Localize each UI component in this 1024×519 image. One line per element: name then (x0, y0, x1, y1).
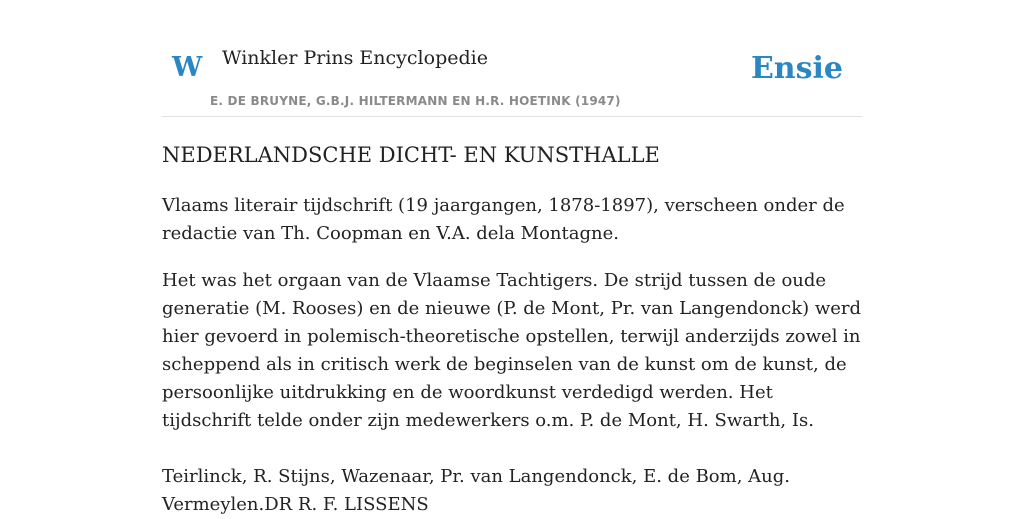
winkler-prins-logo-icon[interactable]: W (172, 52, 203, 83)
article-paragraph: Teirlinck, R. Stijns, Wazenaar, Pr. van Langendonck, E. de Bom, Aug. Vermeylen.DR R. F. LISSENS (162, 466, 790, 515)
article-page (162, 0, 862, 515)
ensie-logo[interactable]: Ensie (750, 51, 843, 86)
article-paragraph: Vlaams literair tijdschrift (19 jaargangen, 1878-1897), verscheen onder de redactie van Th. Coopman en V.A. dela Montagne. (162, 195, 845, 244)
encyclopedia-title[interactable]: Winkler Prins Encyclopedie (222, 47, 488, 69)
article-paragraph: Het was het orgaan van de Vlaamse Tachtigers. De strijd tussen de oude generatie (M. Rooses) en de nieuwe (P. de Mont, Pr. van Langendonck) werd hier gevoerd in polemisch-theoretische opstellen, terwijl anderzijds zowel in scheppend als in critisch werk de beginselen van de kunst om de kunst, de persoonlijke uitdrukking en de woordkunst verdedigd werden. Het tijdschrift telde onder zijn medewerkers o.m. P. de Mont, H. Swarth, Is. (162, 270, 862, 431)
encyclopedia-header (162, 0, 862, 117)
encyclopedia-authors: E. DE BRUYNE, G.B.J. HILTERMANN EN H.R. HOETINK (1947) (210, 94, 621, 108)
article-title: NEDERLANDSCHE DICHT- EN KUNSTHALLE (162, 143, 660, 167)
